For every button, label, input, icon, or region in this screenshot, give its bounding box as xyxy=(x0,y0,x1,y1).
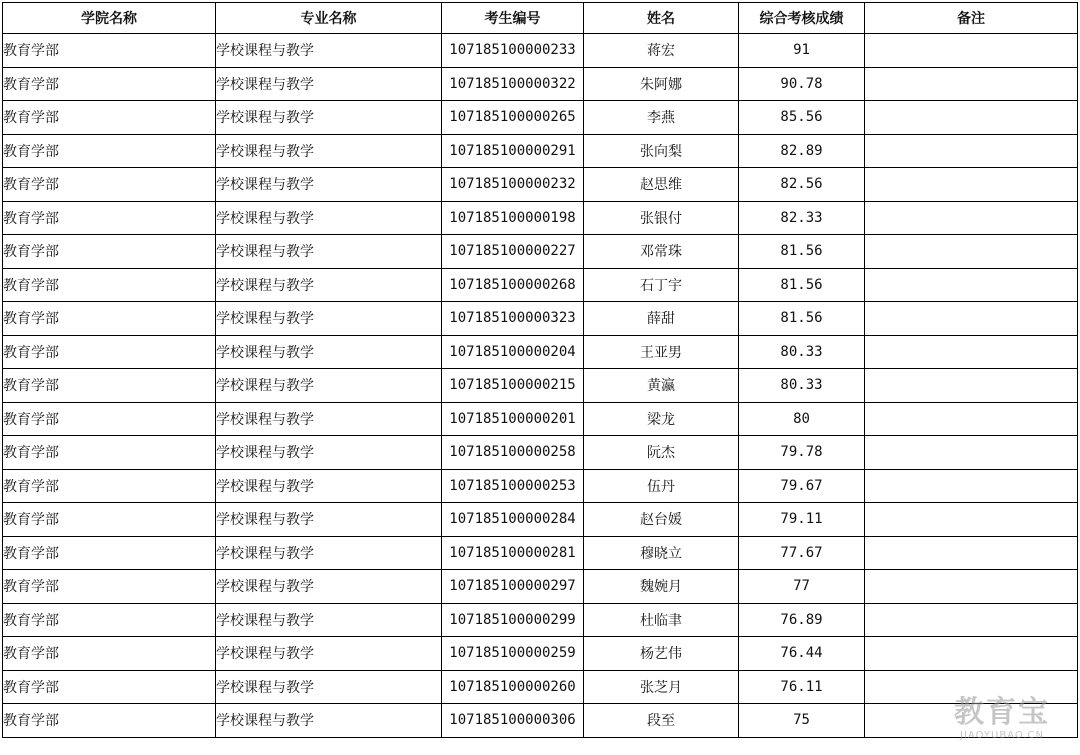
cell-score: 79.11 xyxy=(739,503,865,537)
cell-name: 薛甜 xyxy=(584,302,739,336)
cell-college: 教育学部 xyxy=(3,235,216,269)
table-row xyxy=(3,603,1078,637)
cell-score: 79.78 xyxy=(739,436,865,470)
cell-name: 石丁宇 xyxy=(584,268,739,302)
table-row xyxy=(3,402,1078,436)
cell-candidate-id: 107185100000227 xyxy=(442,235,584,269)
cell-remarks xyxy=(865,536,1078,570)
cell-college: 教育学部 xyxy=(3,168,216,202)
table-row xyxy=(3,369,1078,403)
cell-score: 81.56 xyxy=(739,302,865,336)
table-row xyxy=(3,235,1078,269)
cell-candidate-id: 107185100000268 xyxy=(442,268,584,302)
cell-college: 教育学部 xyxy=(3,302,216,336)
cell-candidate-id: 107185100000284 xyxy=(442,503,584,537)
cell-major: 学校课程与教学 xyxy=(216,67,442,101)
cell-remarks xyxy=(865,603,1078,637)
cell-score: 77 xyxy=(739,570,865,604)
cell-score: 82.89 xyxy=(739,134,865,168)
cell-major: 学校课程与教学 xyxy=(216,570,442,604)
cell-major: 学校课程与教学 xyxy=(216,503,442,537)
table-row xyxy=(3,335,1078,369)
table-row xyxy=(3,168,1078,202)
cell-score: 76.44 xyxy=(739,637,865,671)
header-candidate-id: 考生编号 xyxy=(442,3,584,34)
cell-name: 段至 xyxy=(584,704,739,738)
cell-major: 学校课程与教学 xyxy=(216,134,442,168)
cell-college: 教育学部 xyxy=(3,603,216,637)
cell-candidate-id: 107185100000260 xyxy=(442,670,584,704)
cell-college: 教育学部 xyxy=(3,201,216,235)
cell-name: 穆晓立 xyxy=(584,536,739,570)
cell-candidate-id: 107185100000323 xyxy=(442,302,584,336)
cell-remarks xyxy=(865,268,1078,302)
cell-remarks xyxy=(865,201,1078,235)
table-row xyxy=(3,268,1078,302)
cell-major: 学校课程与教学 xyxy=(216,235,442,269)
cell-major: 学校课程与教学 xyxy=(216,603,442,637)
cell-candidate-id: 107185100000215 xyxy=(442,369,584,403)
cell-candidate-id: 107185100000258 xyxy=(442,436,584,470)
table-row xyxy=(3,67,1078,101)
cell-name: 张银付 xyxy=(584,201,739,235)
cell-major: 学校课程与教学 xyxy=(216,402,442,436)
cell-name: 赵台媛 xyxy=(584,503,739,537)
cell-name: 张向梨 xyxy=(584,134,739,168)
cell-major: 学校课程与教学 xyxy=(216,302,442,336)
cell-candidate-id: 107185100000322 xyxy=(442,67,584,101)
cell-candidate-id: 107185100000306 xyxy=(442,704,584,738)
table-row xyxy=(3,101,1078,135)
cell-candidate-id: 107185100000198 xyxy=(442,201,584,235)
cell-candidate-id: 107185100000232 xyxy=(442,168,584,202)
cell-candidate-id: 107185100000299 xyxy=(442,603,584,637)
cell-score: 80.33 xyxy=(739,335,865,369)
admission-score-table xyxy=(2,2,1078,738)
cell-remarks xyxy=(865,335,1078,369)
cell-remarks xyxy=(865,235,1078,269)
cell-college: 教育学部 xyxy=(3,101,216,135)
table-row xyxy=(3,34,1078,68)
cell-college: 教育学部 xyxy=(3,536,216,570)
cell-college: 教育学部 xyxy=(3,704,216,738)
table-header xyxy=(3,3,1078,34)
cell-remarks xyxy=(865,134,1078,168)
cell-remarks xyxy=(865,168,1078,202)
cell-college: 教育学部 xyxy=(3,134,216,168)
cell-major: 学校课程与教学 xyxy=(216,201,442,235)
cell-score: 81.56 xyxy=(739,268,865,302)
cell-score: 77.67 xyxy=(739,536,865,570)
cell-major: 学校课程与教学 xyxy=(216,168,442,202)
cell-remarks xyxy=(865,469,1078,503)
cell-major: 学校课程与教学 xyxy=(216,268,442,302)
cell-college: 教育学部 xyxy=(3,503,216,537)
cell-name: 杜临聿 xyxy=(584,603,739,637)
cell-major: 学校课程与教学 xyxy=(216,536,442,570)
cell-remarks xyxy=(865,637,1078,671)
cell-major: 学校课程与教学 xyxy=(216,335,442,369)
cell-major: 学校课程与教学 xyxy=(216,34,442,68)
cell-name: 邓常珠 xyxy=(584,235,739,269)
cell-score: 79.67 xyxy=(739,469,865,503)
cell-candidate-id: 107185100000265 xyxy=(442,101,584,135)
cell-major: 学校课程与教学 xyxy=(216,436,442,470)
cell-name: 阮杰 xyxy=(584,436,739,470)
cell-remarks xyxy=(865,369,1078,403)
cell-major: 学校课程与教学 xyxy=(216,670,442,704)
table-row xyxy=(3,469,1078,503)
cell-college: 教育学部 xyxy=(3,268,216,302)
cell-score: 76.89 xyxy=(739,603,865,637)
cell-remarks xyxy=(865,704,1078,738)
cell-name: 张芝月 xyxy=(584,670,739,704)
cell-college: 教育学部 xyxy=(3,670,216,704)
cell-name: 朱阿娜 xyxy=(584,67,739,101)
table-row xyxy=(3,570,1078,604)
cell-college: 教育学部 xyxy=(3,469,216,503)
cell-candidate-id: 107185100000204 xyxy=(442,335,584,369)
cell-name: 伍丹 xyxy=(584,469,739,503)
cell-remarks xyxy=(865,34,1078,68)
cell-score: 80.33 xyxy=(739,369,865,403)
cell-college: 教育学部 xyxy=(3,369,216,403)
cell-name: 杨艺伟 xyxy=(584,637,739,671)
table-row xyxy=(3,436,1078,470)
cell-college: 教育学部 xyxy=(3,436,216,470)
cell-remarks xyxy=(865,67,1078,101)
cell-college: 教育学部 xyxy=(3,335,216,369)
table-row xyxy=(3,637,1078,671)
cell-college: 教育学部 xyxy=(3,637,216,671)
cell-score: 82.33 xyxy=(739,201,865,235)
cell-remarks xyxy=(865,570,1078,604)
table-row xyxy=(3,670,1078,704)
cell-name: 蒋宏 xyxy=(584,34,739,68)
cell-remarks xyxy=(865,302,1078,336)
header-remarks: 备注 xyxy=(865,3,1078,34)
cell-major: 学校课程与教学 xyxy=(216,369,442,403)
cell-remarks xyxy=(865,503,1078,537)
cell-score: 75 xyxy=(739,704,865,738)
watermark-sub: JIAOYUBAO.CN xyxy=(960,730,1044,741)
cell-remarks xyxy=(865,436,1078,470)
cell-name: 魏婉月 xyxy=(584,570,739,604)
cell-score: 80 xyxy=(739,402,865,436)
cell-remarks xyxy=(865,101,1078,135)
cell-score: 82.56 xyxy=(739,168,865,202)
cell-remarks xyxy=(865,670,1078,704)
cell-college: 教育学部 xyxy=(3,67,216,101)
cell-candidate-id: 107185100000233 xyxy=(442,34,584,68)
header-row xyxy=(3,3,1078,34)
cell-remarks xyxy=(865,402,1078,436)
cell-score: 90.78 xyxy=(739,67,865,101)
cell-major: 学校课程与教学 xyxy=(216,469,442,503)
cell-candidate-id: 107185100000201 xyxy=(442,402,584,436)
table-row xyxy=(3,134,1078,168)
cell-candidate-id: 107185100000291 xyxy=(442,134,584,168)
cell-college: 教育学部 xyxy=(3,402,216,436)
cell-name: 黄瀛 xyxy=(584,369,739,403)
header-name: 姓名 xyxy=(584,3,739,34)
header-score: 综合考核成绩 xyxy=(739,3,865,34)
table-body xyxy=(3,34,1078,738)
table-row xyxy=(3,503,1078,537)
cell-major: 学校课程与教学 xyxy=(216,637,442,671)
cell-score: 91 xyxy=(739,34,865,68)
header-major: 专业名称 xyxy=(216,3,442,34)
header-college: 学院名称 xyxy=(3,3,216,34)
cell-score: 85.56 xyxy=(739,101,865,135)
cell-name: 梁龙 xyxy=(584,402,739,436)
table-row xyxy=(3,302,1078,336)
table-row xyxy=(3,704,1078,738)
cell-name: 王亚男 xyxy=(584,335,739,369)
cell-major: 学校课程与教学 xyxy=(216,704,442,738)
cell-candidate-id: 107185100000253 xyxy=(442,469,584,503)
cell-candidate-id: 107185100000281 xyxy=(442,536,584,570)
watermark-main: 教育宝 xyxy=(954,695,1050,730)
cell-name: 李燕 xyxy=(584,101,739,135)
cell-candidate-id: 107185100000259 xyxy=(442,637,584,671)
table-row xyxy=(3,201,1078,235)
cell-college: 教育学部 xyxy=(3,570,216,604)
cell-candidate-id: 107185100000297 xyxy=(442,570,584,604)
cell-major: 学校课程与教学 xyxy=(216,101,442,135)
cell-score: 76.11 xyxy=(739,670,865,704)
cell-college: 教育学部 xyxy=(3,34,216,68)
table-row xyxy=(3,536,1078,570)
cell-name: 赵思维 xyxy=(584,168,739,202)
cell-score: 81.56 xyxy=(739,235,865,269)
